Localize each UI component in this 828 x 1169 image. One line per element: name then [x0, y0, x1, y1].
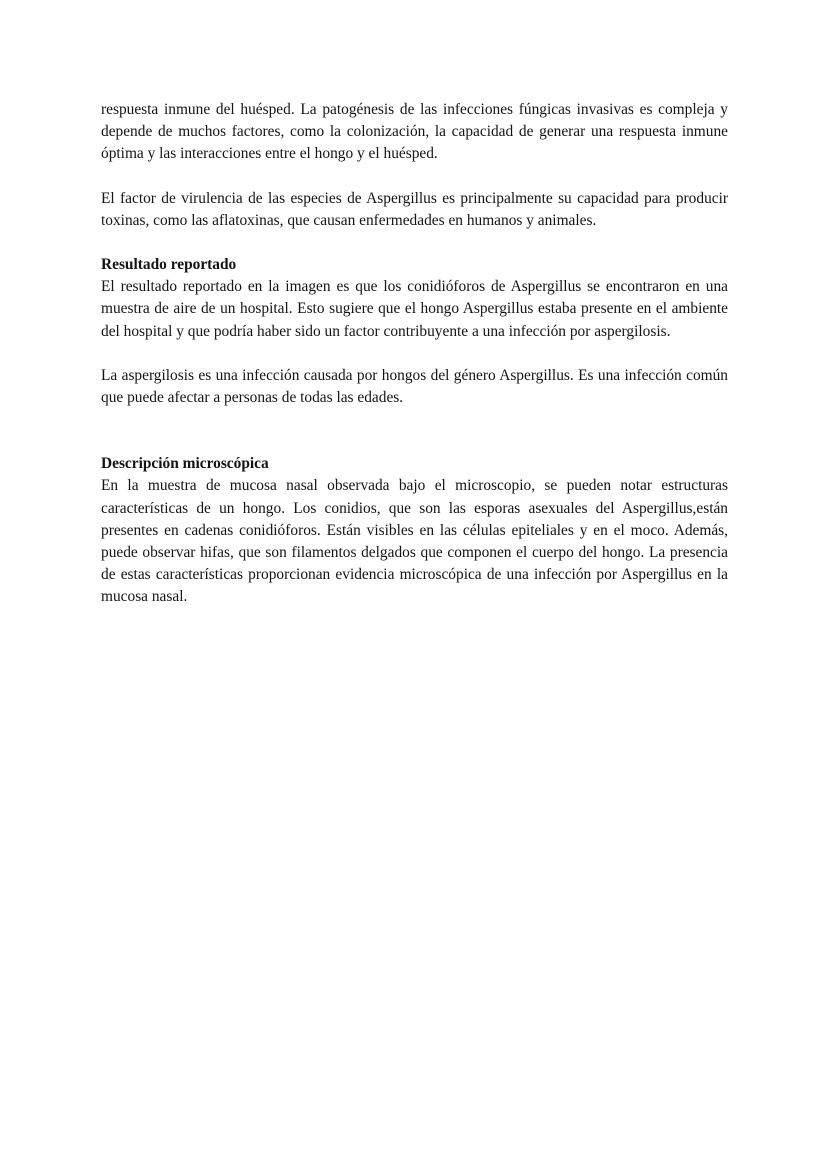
section-heading-microscopic: Descripción microscópica — [101, 455, 269, 473]
document-body — [101, 99, 728, 609]
paragraph-spacer — [101, 232, 728, 254]
paragraph-microscopic: En la muestra de mucosa nasal observada bajo el microscopio, se pueden notar estructuras características de un hongo. Los conidios, que son las esporas asexuales del Aspergillus,están presentes en cadenas conidióforos. Están visibles en las células epiteliales y en el moco. Además, puede observar hifas, que son filamentos delgados que componen el cuerpo del hongo. La presencia de estas características proporcionan evidencia microscópica de una infección por Aspergillus en la mucosa nasal. — [101, 477, 728, 606]
paragraph-result: El resultado reportado en la imagen es que los conidióforos de Aspergillus se encontraron en una muestra de aire de un hospital. Esto sugiere que el hongo Aspergillus estaba presente en el ambiente del hospital y que podría haber sido un factor contribuyente a una infección por aspergilosis. — [101, 278, 728, 340]
paragraph-spacer — [101, 166, 728, 188]
section-heading-result: Resultado reportado — [101, 256, 237, 274]
paragraph-aspergillosis: La aspergilosis es una infección causada por hongos del género Aspergillus. Es una infección común que puede afectar a personas de todas las edades. — [101, 366, 728, 407]
paragraph-virulence: El factor de virulencia de las especies de Aspergillus es principalmente su capacidad para producir toxinas, como las aflatoxinas, que causan enfermedades en humanos y animales. — [101, 189, 728, 229]
paragraph-intro-continued: respuesta inmune del huésped. La patogénesis de las infecciones fúngicas invasivas es compleja y depende de muchos factores, como la colonización, la capacidad de generar una respuesta inmune óptima y las interacciones entre el hongo y el huésped. — [101, 101, 728, 163]
paragraph-spacer — [101, 343, 728, 365]
paragraph-spacer — [101, 409, 728, 453]
